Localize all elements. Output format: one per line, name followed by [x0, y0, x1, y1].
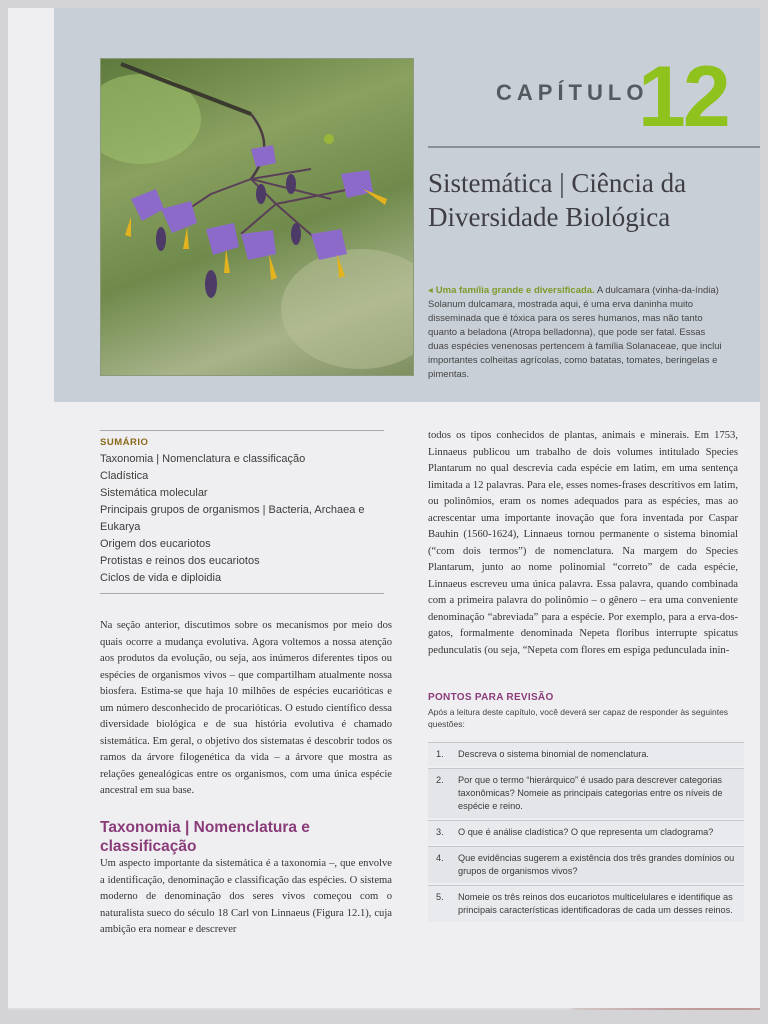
summary-title: SUMÁRIO [100, 437, 149, 448]
caption-lead: Uma família grande e diversificada. [435, 285, 595, 296]
review-question [428, 820, 744, 844]
question-text: Descreva o sistema binomial de nomenclatura. [458, 749, 649, 759]
question-number: 3. [436, 827, 444, 837]
photo-caption [428, 284, 728, 382]
section-heading: Taxonomia | Nomenclatura e classificação [100, 819, 310, 855]
question-text: Nomeie os três reinos dos eucariotos multicelulares e identifique as principais características identificadoras de cada um desses reinos. [458, 892, 733, 915]
book-page [8, 8, 760, 1008]
review-question [428, 742, 744, 766]
chapter-divider [428, 146, 760, 148]
flower-illustration [101, 59, 413, 375]
intro-paragraph: Na seção anterior, discutimos sobre os mecanismos por meio dos quais ocorre a mudança evolutiva. Agora voltemos a nossa atenção aos produtos da evolução, ou seja, aos inúmeros diferentes tipos ou espécies de organismos vivos – que compartilham atualmente nossa biosfera. Estima-se que haja 10 milhões de espécies eucarióticas e um número desconhecido de procarióticas. O estudo científico dessa diversidade biológica e de sua história evolutiva é chamado sistemática. Em geral, o objetivo dos sistematas é descobrir todos os ramos da árvore filogenética da vida – a árvore que mostra as relações genealógicas entre os organismos, com uma única espécie ancestral em sua base. [100, 620, 392, 796]
review-points-intro: Após a leitura deste capítulo, você deverá ser capaz de responder às seguintes questões: [428, 707, 729, 729]
summary-item: Sistemática molecular [100, 487, 208, 499]
question-text: Por que o termo “hierárquico” é usado para descrever categorias taxonômicas? Nomeie as principais categorias entre os níveis de espécie e reino. [458, 775, 723, 811]
question-text: Que evidências sugerem a existência dos três grandes domínios ou grupos de organismos vivos? [458, 853, 735, 876]
summary-item: Origem dos eucariotos [100, 538, 211, 550]
review-points-title: PONTOS PARA REVISÃO [428, 692, 554, 703]
caption-arrow-icon: ◂ [428, 285, 433, 296]
summary-item: Cladística [100, 470, 149, 482]
chapter-title-line-1: Sistemática | Ciência da [428, 168, 687, 198]
question-number: 1. [436, 749, 444, 759]
question-text: O que é análise cladística? O que representa um cladograma? [458, 827, 714, 837]
review-question [428, 846, 744, 883]
summary-item: Protistas e reinos dos eucariotos [100, 555, 260, 567]
caption-text: A dulcamara (vinha-da-índia) Solanum dulcamara, mostrada aqui, é uma erva daninha muito disseminada que é tóxica para os seres humanos, mas não tanto quanto a beladona (Atropa belladonna), que pode ser fatal. Essas duas espécies venenosas pertencem à família Solanaceae, que inclui importantes colheitas agrícolas, como batatas, tomates, beringelas e pimentas. [428, 285, 722, 380]
chapter-number: 12 [638, 49, 728, 145]
chapter-photo-solanum [100, 58, 414, 376]
summary-item: Principais grupos de organismos | Bacteria, Archaea e Eukarya [100, 504, 365, 533]
review-questions [428, 742, 744, 924]
section-paragraph: Um aspecto importante da sistemática é a taxonomia –, que envolve a identificação, denominação e classificação das espécies. O sistema moderno de denominação dos seres vivos começou com o naturalista sueco do século 18 Carl von Linnaeus (Figura 12.1), cuja ambição era nomear e descrever [100, 858, 392, 935]
review-question [428, 768, 744, 818]
question-number: 5. [436, 892, 444, 902]
question-number: 2. [436, 775, 444, 785]
chapter-title [428, 166, 758, 234]
review-question [428, 885, 744, 922]
right-column-paragraph: todos os tipos conhecidos de plantas, animais e minerais. Em 1753, Linnaeus publicou um trabalho de dois volumes intitulado Species Plantarum no qual descrevia cada espécie em latim, em uma sentença limitada a 12 palavras. Para ele, esses nomes-frases descritivos em latim, ou polinômios, eram os nomes adequados para as espécies, mas ao acrescentar uma importante inovação que fora inventada por Caspar Bauhin (1560-1624), Linnaeus tornou permanente o sistema binomial (“com dois termos”) de nomenclatura. Na margem do Species Plantarum, junto ao nome polinomial “correto” de cada espécie, Linnaeus escreveu uma única palavra. Essa palavra, quando combinada com a primeira palavra do polinômio – o gênero – era uma conveniente denominação “abreviada” para a espécie. Por exemplo, para a erva-dos-gatos, formalmente denominada Nepeta floribus interrupte spicatus pedunculatis (ou seja, “Nepeta com flores em espiga pedunculada inin- [428, 430, 738, 656]
summary-item: Ciclos de vida e diploidia [100, 572, 222, 584]
summary-item: Taxonomia | Nomenclatura e classificação [100, 453, 306, 465]
chapter-label: CAPÍTULO [496, 80, 649, 105]
summary-box [100, 430, 384, 594]
question-number: 4. [436, 853, 444, 863]
chapter-title-line-2: Diversidade Biológica [428, 202, 671, 232]
